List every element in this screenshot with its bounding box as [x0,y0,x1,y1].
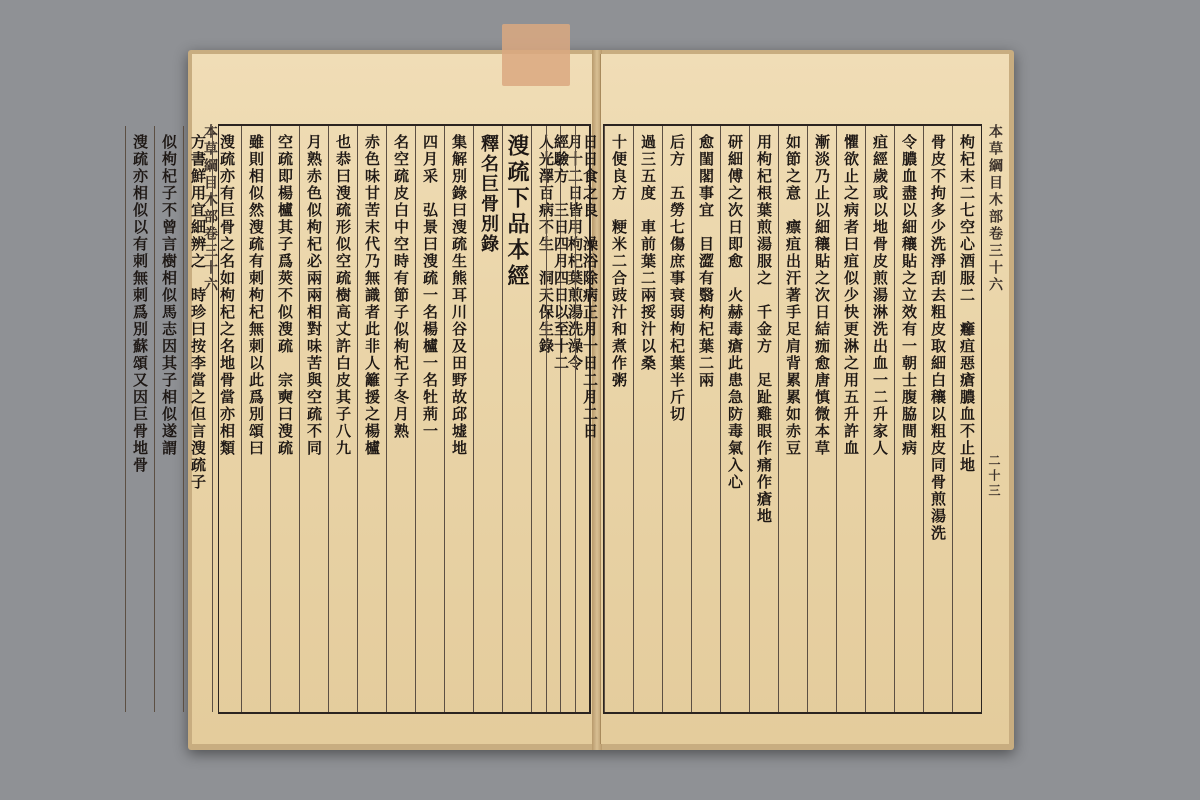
text-column: 經驗方 三日四月四日以至十二 [546,126,575,712]
text-column: 漸淡乃止以細穰貼之次日結痂愈唐慎微本草 [807,126,836,712]
text-column: 溲疏亦有巨骨之名如枸杞之名地骨當亦相類 [212,126,241,712]
right-margin-heading: 本草綱目木部卷三十六 [987,124,1003,294]
text-column: 研細傅之次日即愈 火赫毒瘡此患急防毒氣入心 [720,126,749,712]
open-book [131,50,1014,750]
text-column: 日日食之良 澡浴除病正月一日二月二日 [575,126,604,712]
entry-heading: 溲疏下品本經 [502,126,531,712]
text-column: 令膿血盡以細穰貼之立效有一朝士腹脇間病 [894,126,923,712]
text-column: 月十二日皆用枸杞葉煎湯洗澡令 [560,126,589,712]
text-column: 人光澤百病不生 洞天保生錄 [531,126,560,712]
text-column: 骨皮不拘多少洗淨刮去粗皮取細白穰以粗皮同骨煎湯洗 [923,126,952,712]
library-stamp [502,24,570,86]
text-column: 后方 五勞七傷庶事衰弱枸杞葉半斤切 [662,126,691,712]
text-column: 溲疏亦相似以有刺無刺爲別蘇頌又因巨骨地骨 [125,126,154,712]
text-column: 枸杞末二七空心酒服二 癰疽惡瘡膿血不止地 [952,126,981,712]
text-column: 空疏即楊櫨其子爲莢不似溲疏 宗奭曰溲疏 [270,126,299,712]
text-column: 集解別錄曰溲疏生熊耳川谷及田野故邱墟地 [444,126,473,712]
text-column: 似枸杞子不曾言樹相似馬志因其子相似遂謂 [154,126,183,712]
text-column: 如節之意 瘭疽出汗著手足肩背累累如赤豆 [778,126,807,712]
text-column: 也恭曰溲疏形似空疏樹高丈許白皮其子八九 [328,126,357,712]
text-column: 過三五度 車前葉二兩挼汁以桑 [633,126,662,712]
text-column: 名空疏皮白中空時有節子似枸杞子冬月熟 [386,126,415,712]
text-column: 愈閨閣事宜 目澀有翳枸杞葉二兩 [691,126,720,712]
text-column: 懼欲止之病者曰疽似少快更淋之用五升許血 [836,126,865,712]
text-column: 用枸杞根葉煎湯服之 千金方 足趾雞眼作痛作瘡地 [749,126,778,712]
text-column: 方書鮮用宜細辨之 時珍曰按李當之但言溲疏子 [183,126,212,712]
text-column: 釋名巨骨別錄 [473,126,502,712]
left-margin-heading: 本草綱目木部卷三十六 [202,124,218,294]
page-number: 二十三 [987,454,1001,499]
text-column: 四月采 弘景曰溲疏一名楊櫨一名牡荊一 [415,126,444,712]
text-column: 赤色味甘苦末代乃無識者此非人籬援之楊櫨 [357,126,386,712]
text-column: 疽經歲或以地骨皮煎湯淋洗出血一二升家人 [865,126,894,712]
text-column: 雖則相似然溲疏有刺枸杞無刺以此爲別頌曰 [241,126,270,712]
text-column: 月熟赤色似枸杞必兩兩相對味苦與空疏不同 [299,126,328,712]
text-column: 十便良方 粳米二合豉汁和煮作粥 [604,126,633,712]
left-page [131,54,596,744]
